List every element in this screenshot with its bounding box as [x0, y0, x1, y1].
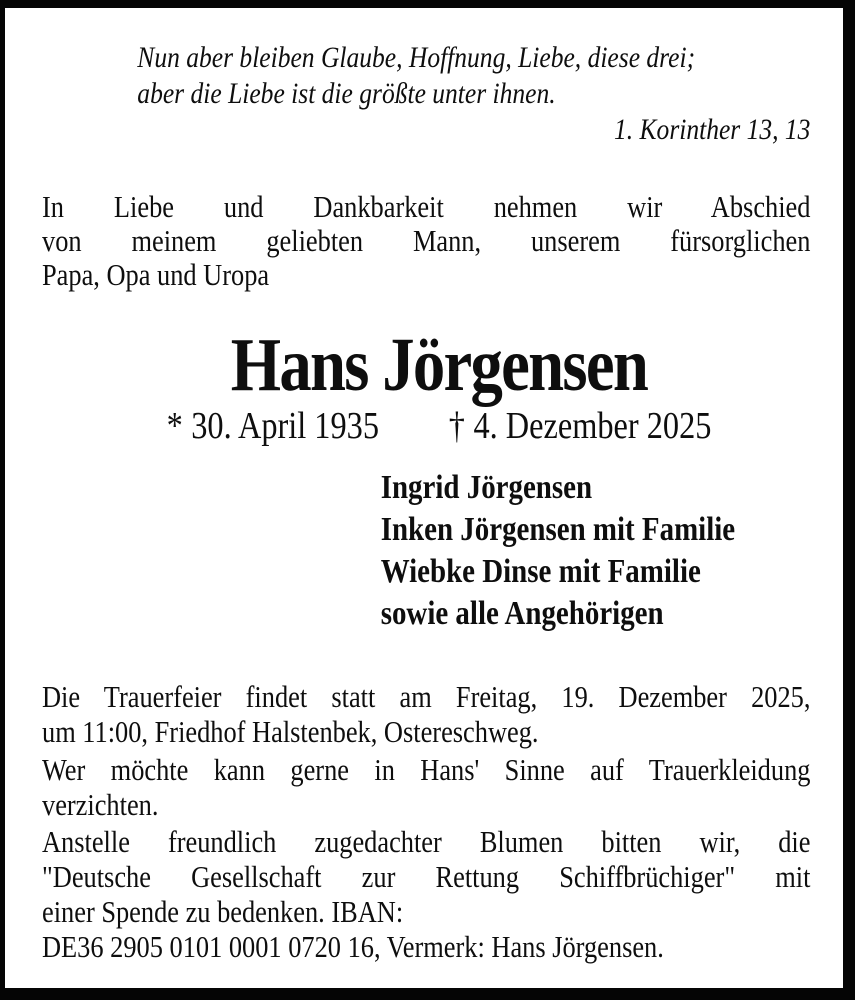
mourner-name: Wiebke Dinse mit Familie: [380, 553, 701, 590]
death-date-text: 4. Dezember 2025: [473, 405, 712, 447]
mourner-name: sowie alle Angehörigen: [380, 595, 664, 632]
birth-symbol: *: [166, 405, 183, 447]
funeral-line: um 11:00, Friedhof Halstenbek, Ostereschweg.: [42, 714, 539, 749]
donation-note: [42, 824, 810, 964]
intro-line: Papa, Opa und Uropa: [42, 257, 270, 292]
clothing-line: Wer möchte kann gerne in Hans' Sinne auf Trauerkleidung: [42, 752, 811, 787]
life-dates: [42, 404, 810, 448]
birth-date-text: 30. April 1935: [191, 405, 379, 447]
donation-line: Anstelle freundlich zugedachter Blumen bitten wir, die: [42, 824, 811, 859]
funeral-info: [42, 679, 810, 749]
quote-line: aber die Liebe ist die größte unter ihnen.: [137, 77, 556, 110]
quote-attribution: 1. Korinther 13, 13: [613, 113, 811, 146]
birth-date: [167, 404, 379, 448]
deceased-name: Hans Jörgensen: [230, 323, 648, 407]
mourners-list: [381, 467, 811, 635]
mourner-name: Inken Jörgensen mit Familie: [380, 511, 736, 548]
intro-line: In Liebe und Dankbarkeit nehmen wir Abschied: [42, 189, 811, 224]
clothing-line: verzichten.: [42, 787, 159, 822]
death-cross-symbol: †: [448, 405, 465, 447]
bible-quote: [137, 40, 810, 148]
donation-line: "Deutsche Gesellschaft zur Rettung Schiffbrüchiger" mit: [42, 859, 811, 894]
quote-line: Nun aber bleiben Glaube, Hoffnung, Liebe, diese drei;: [137, 41, 696, 74]
mourner-name: Ingrid Jörgensen: [380, 469, 593, 506]
death-date: [449, 404, 712, 448]
intro-line: von meinem geliebten Mann, unserem fürsorglichen: [42, 223, 811, 258]
notice-content: [42, 8, 810, 964]
intro-paragraph: [42, 190, 810, 292]
clothing-note: [42, 752, 810, 822]
funeral-line: Die Trauerfeier findet statt am Freitag, 19. Dezember 2025,: [42, 679, 811, 714]
donation-line: DE36 2905 0101 0001 0720 16, Vermerk: Hans Jörgensen.: [42, 929, 664, 964]
donation-line: einer Spende zu bedenken. IBAN:: [42, 894, 404, 929]
